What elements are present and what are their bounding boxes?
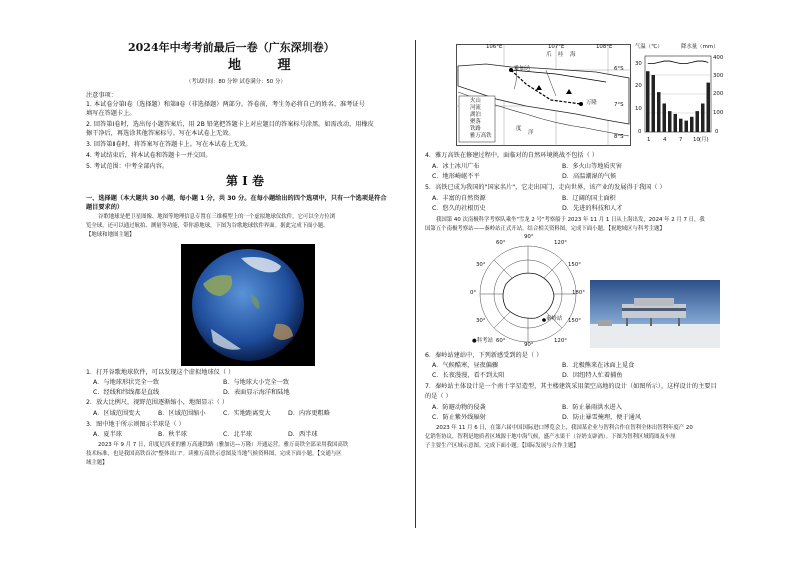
legend-lake: 湖泊 — [470, 112, 481, 118]
polar-angle-label: 0° — [470, 290, 477, 296]
city-label-jakarta: 雅加达 — [514, 66, 531, 72]
sea-label: 爪 — [546, 52, 552, 58]
passage-text: 国第五个南极考察站——秦岭站正式开站。结合相关资料图，完成下面小题。【祝地域区与科考主题】 — [425, 226, 665, 232]
option-4b[interactable]: B．多火山等地质灾害 — [562, 163, 622, 170]
lat-label: 8°S — [614, 134, 624, 140]
passage-text: 域主题】 — [86, 460, 108, 466]
question-4: 4．雅万高铁在修建过程中，面临对的自然环境挑战不包括（ ） — [425, 152, 598, 159]
legend-volcano: 火山 — [470, 98, 481, 104]
option-3c[interactable]: C．北半球 — [223, 431, 253, 438]
precip-bar — [657, 92, 661, 132]
option-6c[interactable]: C．长夜漫漫，看不到太阳 — [432, 372, 505, 379]
y-tick-left: 20 — [635, 83, 642, 89]
ocean-label: 洋 — [528, 130, 534, 136]
subject-title: 地 理 — [228, 58, 307, 73]
polar-angle-label: 120° — [554, 240, 567, 246]
chart-title-precip: 降水量（mm） — [681, 44, 719, 50]
question-3: 3．图中地于所示则图示半球是（ ） — [86, 421, 185, 428]
part1-instruction: 题目要求的） — [86, 204, 124, 211]
option-1d[interactable]: D．表面显示海洋和陆地 — [223, 389, 290, 396]
x-tick-unit: (月) — [699, 137, 709, 143]
precip-bar — [690, 117, 694, 132]
sea-label: 哇 — [558, 52, 564, 58]
question-5: 5．高铁已成为我国的"国家名片"，它走出国门，走向世界，该产业的发展得于我国（ ） — [425, 184, 666, 191]
polar-angle-label: 30° — [476, 318, 486, 324]
polar-angle-label: 150° — [568, 262, 581, 268]
precip-bar — [685, 121, 689, 132]
legend-high-speed-rail: 雅万高铁 — [470, 133, 492, 139]
intro-text: 谷歌地球是把卫星图像、地图等地理信息专置在三维模型上的一个虚拟地球仪软件，它可以全方位浏 — [98, 214, 336, 220]
polar-angle-label: 90° — [524, 342, 534, 348]
polar-angle-label: 150° — [568, 318, 581, 324]
option-4c[interactable]: C．地形崎岖不平 — [432, 173, 480, 180]
part1-title: 第 I 卷 — [226, 174, 264, 188]
option-2a[interactable]: A．区域范围变大 — [93, 410, 141, 417]
note-line: 2. 回答第Ⅰ卷时，选出每小题答案后，用 2B 铅笔把答题卡上对应题目的答案标号涂黑。如需改动，用橡皮 — [86, 121, 374, 128]
precip-bar — [668, 111, 672, 132]
climate-chart — [633, 44, 723, 146]
option-1c[interactable]: C．经线和纬线都是直线 — [93, 389, 160, 396]
option-4d[interactable]: D．高温潮湿的气候 — [562, 173, 617, 180]
precip-bar — [679, 119, 683, 132]
option-1b[interactable]: B．与地球大小完全一致 — [223, 379, 290, 386]
passage-text: 技术标准，也是我国高铁首次"整体出口"。读雅万高铁示意图及当地气候资料图，完成下面小题。【交通与区 — [86, 451, 342, 457]
globe-icon — [181, 244, 315, 366]
x-tick: 10 — [693, 137, 700, 143]
note-line: 1. 本试卷分第Ⅰ卷（选择题）和第Ⅱ卷（非选择题）两部分。答卷前，考生务必将自己的姓名、准考证号 — [86, 101, 365, 108]
polar-angle-label: 180° — [572, 290, 585, 296]
precip-bar — [707, 83, 711, 132]
option-7d[interactable]: D．防止暴雪掩埋，便于通风 — [562, 414, 642, 421]
x-tick: 7 — [679, 137, 683, 143]
y-tick-left: 10 — [635, 106, 642, 112]
polar-angle-label: 90° — [524, 234, 534, 240]
precip-bar — [696, 111, 700, 132]
option-5d[interactable]: D．先进的科技和人才 — [562, 205, 623, 212]
note-line: 3. 回答第Ⅱ卷时，将答案写在答题卡上。写在本试卷上无效。 — [86, 141, 252, 148]
option-7c[interactable]: C．防止紫外线辐射 — [432, 414, 486, 421]
passage-text: 我国第 40 次南极科学考察队乘坐"雪龙 2 号"考察船于 2023 年 11 月 1 日从上海出发，2024 年 2 月 7 日，我 — [436, 217, 705, 223]
part1-instruction: 一、选择题（本大题共 30 小题，每小题 1 分，共 30 分。在每小题给出的四个选项中，只有一个选项是符合 — [86, 195, 387, 202]
notes-heading: 注意事项： — [86, 92, 117, 99]
option-5c[interactable]: C．悠久的社根历史 — [432, 205, 486, 212]
passage-text: 亿销售协议，智利是地质者区域源于地中海气候，盛产水果干（谷奶支辟酒）。下图为智利区域简图及车厘 — [425, 434, 676, 440]
map-note: ●科考站 — [472, 338, 493, 344]
option-4a[interactable]: A．冰土冰川广布 — [432, 163, 480, 170]
y-tick-right: 400 — [713, 55, 724, 61]
option-2b[interactable]: B．区域范围缩小 — [158, 410, 206, 417]
polar-angle-label: 120° — [554, 338, 567, 344]
option-3b[interactable]: B．秋半球 — [158, 431, 187, 438]
y-tick-right: 200 — [713, 91, 724, 97]
intro-tag: 【地球和地图主题】 — [86, 232, 135, 238]
legend-railway: 铁路 — [470, 126, 481, 132]
option-3a[interactable]: A．夏半球 — [93, 431, 122, 438]
column-divider — [415, 40, 416, 528]
y-tick-right: 0 — [715, 129, 719, 135]
option-5a[interactable]: A．丰富的自然资源 — [432, 195, 486, 202]
y-tick-left: 0 — [638, 129, 642, 135]
option-6d[interactable]: D．因纽特人忙着捕鱼 — [562, 372, 623, 379]
google-earth-image — [181, 244, 315, 366]
option-6a[interactable]: A．气候酷寒，昼夜偏骤 — [432, 362, 499, 369]
question-7: 7．秦岭站主体设计是一个南十字星造型，其主楼建筑采用架空高地的设计（如图所示），这样设计的主要目 — [425, 383, 717, 390]
option-1a[interactable]: A．与地球形状完全一致 — [93, 379, 160, 386]
exam-info: （考试时间：80 分钟 试卷满分：50 分） — [186, 79, 286, 85]
y-tick-left: 30 — [635, 61, 642, 67]
option-2d[interactable]: D．内容更粗略 — [288, 410, 330, 417]
question-6: 6．秦岭站建站中，下列新感受到的是（ ） — [425, 352, 543, 359]
station-label: 秦岭站 — [546, 316, 563, 322]
sea-label: 海 — [570, 52, 576, 58]
x-tick: 4 — [663, 137, 667, 143]
temperature-line — [648, 61, 709, 64]
x-tick: 1 — [647, 137, 651, 143]
question-2: 2．放大比例尺，视野范围逐渐缩小，地图显示（ ） — [86, 399, 229, 406]
java-railway-map — [456, 44, 631, 146]
option-5b[interactable]: B．辽阔的国土面积 — [562, 195, 616, 202]
y-tick-right: 100 — [713, 110, 724, 116]
intro-text: 览全球，还可以通过航拍、测量等功能，带你游地球。下图为谷歌地球软件界面。据此完成下面小题。 — [86, 223, 329, 229]
lon-label: 107°E — [548, 44, 565, 50]
precip-bar — [663, 104, 667, 133]
note-line: 4. 考试结束后，将本试卷和答题卡一并交回。 — [86, 152, 212, 159]
city-label-bandung: 万隆 — [586, 100, 597, 106]
question-7: 的是（ ） — [425, 393, 452, 400]
precip-bar — [652, 75, 656, 132]
option-6b[interactable]: B．北极熊来在冰面上觅食 — [562, 362, 635, 369]
polar-angle-label: 60° — [496, 338, 506, 344]
precip-bar — [701, 104, 705, 133]
ocean-label: 度 — [516, 126, 522, 132]
precip-bar — [646, 71, 650, 132]
passage-text: 2023 年 9 月 7 日，印度尼西亚的雅万高速铁路（雅加达—万隆）开通运营，雅万高铁全部采用我国高铁 — [98, 442, 349, 448]
y-tick-right: 300 — [713, 73, 724, 79]
note-line: 5. 考试范围：中考全部内容。 — [86, 163, 169, 170]
lon-label: 108°E — [596, 44, 613, 50]
passage-text: 2023 年 11 月 6 日，在第六届中国国际进口博览会上，我国某企业与智利合作在智利全体出智利年度产 20 — [436, 425, 693, 431]
qinling-station-photo — [590, 280, 720, 348]
polar-angle-label: 30° — [476, 262, 486, 268]
note-line: 填写在答题卡上。 — [86, 110, 136, 117]
polar-angle-label: 60° — [496, 240, 506, 246]
exam-title: 2024年中考考前最后一卷（广东深圳卷） — [128, 41, 335, 54]
precip-bar — [674, 114, 678, 132]
chart-title-temp: 气温（℃） — [635, 44, 663, 50]
option-3d[interactable]: D．西半球 — [288, 431, 318, 438]
legend-settlement: 聚落 — [470, 119, 481, 125]
option-7a[interactable]: A．防避动物的侵袭 — [432, 404, 486, 411]
lat-label: 6°S — [614, 66, 624, 72]
option-2c[interactable]: C．实地距离变大 — [223, 410, 271, 417]
passage-text: 子主要生产区域示意图。完成下面小题。【国际发展与合作主题】 — [425, 443, 579, 449]
note-line: 擦干净后，再选涂其他答案标号。写在本试卷上无效。 — [86, 130, 235, 137]
climate-chart-svg — [633, 44, 723, 146]
option-7b[interactable]: B．防止暴雨洪水进入 — [562, 404, 622, 411]
legend-river: 河流 — [470, 105, 481, 111]
lat-label: 7°S — [614, 102, 624, 108]
lon-label: 106°E — [486, 44, 503, 50]
question-1: 1．打开谷歌地球软件，可以发现这个虚拟地球仪（ ） — [86, 369, 235, 376]
antarctic-polar-map — [468, 234, 588, 350]
